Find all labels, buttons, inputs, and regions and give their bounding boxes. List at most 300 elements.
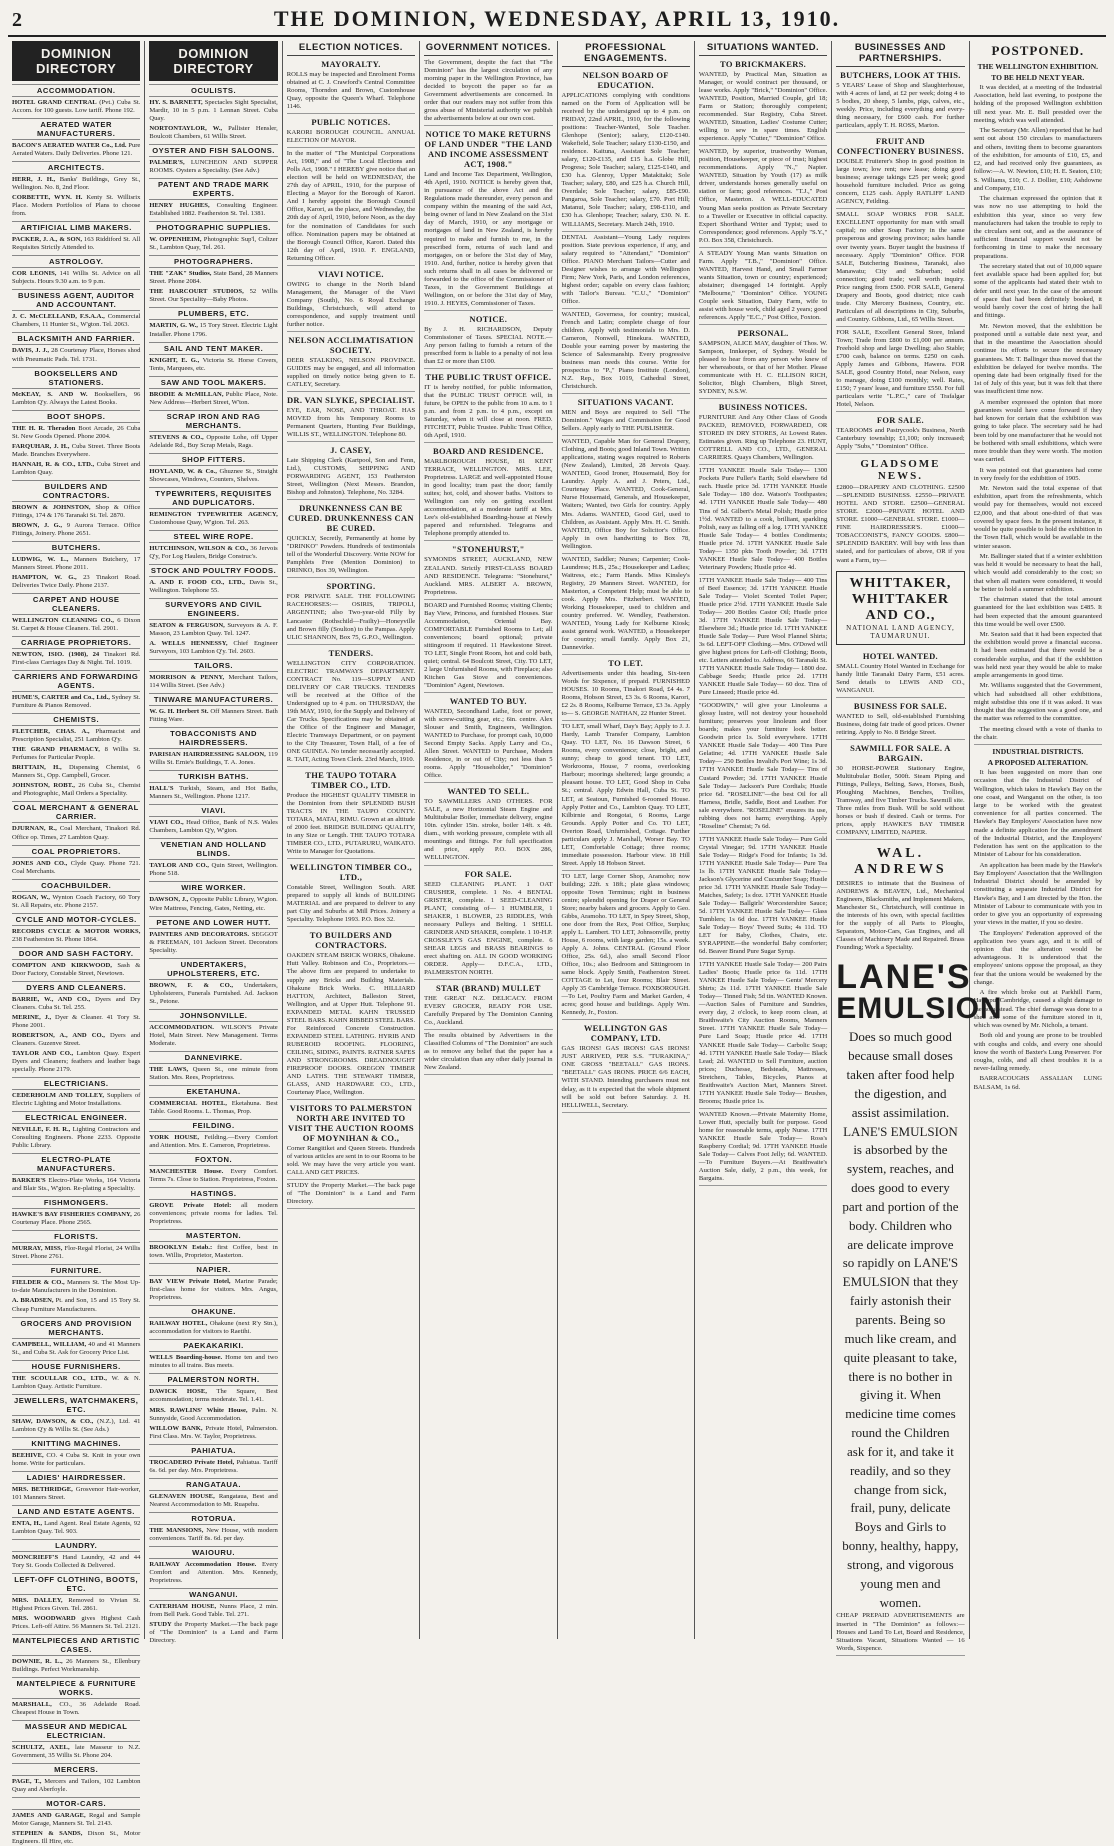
notice-text: WANTED, Saddler; Nurses; Carpenter; Cook-Laundress; H.B., 25s.; Housekeeper and Ladies; Waitress, etc.; Farm Hands. Miss Kinsley's Registry, 29 Manners Street. WANTED, for Masterton, a Competent Help; must be able to cook. Apply Mrs. Fitzherbert. WANTED, Working Housekeeper, used to children and country preferred. W. Wendley, Featherston. WANTED, Young Lady for Kelburne Kiosk; assist general work. WANTED, a Housekeeper for country; small family. Apply Box 21, Dannevirke. [561, 555, 690, 651]
listing-name: MRS. WOODWARD [12, 1615, 76, 1623]
directory-listing [149, 1459, 277, 1475]
directory-section-title: BUSINESS AGENT, AUDITOR AND ACCOUNTANT. [12, 289, 140, 311]
listing-text: Kenty St. Willisrix Place. Modern Portfolios of Plans to choose from. [12, 194, 141, 218]
directory-section-title: PAHIATUA. [149, 1444, 277, 1457]
notice-headline: "STONEHURST," [451, 544, 525, 555]
directory-header: DOMINION DIRECTORY [149, 41, 277, 81]
directory-listing [12, 860, 140, 876]
directory-section-title: DOOR AND SASH FACTORY. [12, 947, 140, 960]
directory-listing [12, 1520, 140, 1536]
listing-text: Pure Aerated Waters. Daily Deliveries. Phone 121. [12, 142, 141, 158]
notice-text: SMALL SOAP WORKS FOR SALE. EXCELLENT opportunity for man with small capital; no other Soap Factory in the same prosperous and growing province; sales handle over twenty years. Buyer taught the business if necessary. Apply "Dominion" Office. FOR SALE, Butchering Business, Taranaki, also Manawatu; City and Suburban; solid connection; good trade; well worth inquiry. Price ranging from £500. FOR SALE, General Drapery and Boots, good district; nice cash trade. City Mercery Business, Country, etc. Particulars of all descriptions in City, Suburbs, and Country. Gibbons, Ltd., 65 Willis Street. [836, 211, 965, 323]
notice-text: 17TH YANKEE Hustle Sale Today— 1300 Pockets Pure Fuller's Earth; Sold elsewhere 6d each. Hustle price 3d. 17TH YANKEE Hustle Sale Today— 180 doz. Watson's Toothpastes; 4d. 17TH YANKEE Hustle Sale Today— 480 Tins of 5d. Gilbert's Metal Polish; Hustle price 1½d. WANTED to a cook, brilliant, sparkling Polish, easy as falling off a log. 17TH YANKEE Hustle Sale Today— 4 bottles Condiments; Hustle price 7d. 17TH YANKEE Hustle Sale Today— 1350 pkts Tooth Powder; 3d. 17TH YANKEE Hustle Sale Today— 400 Bottles Veterinary Powders; Hustle price 4d. [698, 467, 828, 571]
news-paragraph: The chairman expressed the opinion that it was now no use attempting to hold the exhibition this year, since so very few manufacturers had taken the trouble to reply to the circulars sent out, and as the assurance of sufficient financial support would not be forthcoming in time to make the necessary preparations. [973, 195, 1102, 260]
listing-text: Opposite Public Library, W'gton. Wire Mattress, Fencing, Gates, Netting, etc. [149, 896, 278, 912]
listing-text: Commercial Chambers, 11 Hunter St., W'gton. Tel. 2063. [12, 313, 141, 329]
listing-text: Customhouse Quay, W'gton. Tel. 263. [149, 518, 250, 526]
listing-name: BAY VIEW Private Hotel, [149, 1278, 231, 1286]
directory-section-title: COAL PROPRIETORS. [12, 845, 140, 858]
directory-section-title: MANTELPIECE & FURNITURE WORKS. [12, 1677, 140, 1699]
listing-text: Clyde Quay. Phone 721. Coal Merchants. [12, 859, 141, 875]
directory-listing [12, 1452, 140, 1468]
directory-listing [12, 1177, 140, 1193]
notice-text: WANTED, by Practical Man, Situation as Manager, or would contract per thousand, or lease works. Apply "Brick," "Dominion" Office. WANTED, Position, Married Couple, girl 18; Farm or Station; thoroughly competent; recommended. Star Registry, Cuba Street. WANTED, Situation, Ladies' Costume Cutter; willing to sew in spare times. English experience. Apply "Cutter," "Dominion" Office. [698, 71, 828, 143]
wal-andrews-heading: WAL. ANDREWS [854, 846, 947, 878]
directory-section-title: MOTOR-CARS. [12, 1797, 140, 1810]
directory-listing [149, 931, 277, 955]
listing-text: gives Highest Cash Prices. Left-off Attire. 56 Manners St. Tel. 2121. [12, 1615, 141, 1631]
page-number: 2 [12, 9, 22, 31]
notice-headline: PERSONAL. [737, 327, 789, 338]
notice-divider [699, 1108, 827, 1109]
listing-name: DOWNIE, R. L., [12, 1658, 63, 1666]
column-news [970, 41, 1106, 1639]
notice-text: WANTED Known.—Private Maternity Home, Lower Hutt, specially built for purpose. Good home for reasonable terms, apply Nurse. 17TH YANKEE Hustle Sale Today— Ross's Raspberry Cordial; 9d. 17TH YANKEE Hustle Sale Today— Calves Foot Jelly; 6d. WANTED.—To Furniture Buyers.—At Braithwaite's Auction Sale, daily, 2 p.m., this week, for Bargains. [698, 1110, 828, 1182]
directory-listing [12, 504, 140, 520]
directory-section-title: BOOT SHOPS. [12, 410, 140, 423]
notice-headline: NOTICE TO MAKE RETURNS OF LAND UNDER "THE LAND AND INCOME ASSESSMENT ACT, 1908." [424, 129, 553, 170]
listing-name: NEVILLE, F. H. R., [12, 1126, 71, 1134]
directory-listing [149, 322, 277, 338]
notice-text: SMALL Country Hotel Wanted in Exchange for handy little Taranaki Dairy Farm, £51 acres. Send details to LEWIS AND CO., WANGANUI. [836, 662, 965, 694]
notice-text: WELLINGTON CITY CORPORATION. ELECTRIC TRAMWAYS DEPARTMENT. CONTRACT No. 119—SUPPLY AND DELIVERY OF CAR TRUCKS. TENDERS will be received at the Office of the Undersigned up to 4 p.m. on THURSDAY, the 19th MAY, 1910, for the Supply and Delivery of Car Trucks. Specifications may be obtained at the Office of the Engineer and Manager, Electric Tramways Department, or on payment to the City Treasurer, Town Hall, of a fee of ONE GUINEA. No tender necessarily accepted. R. TAIT, Acting Town Clerk. 23rd March, 1910. [286, 659, 416, 763]
news-kicker: POSTPONED. [991, 43, 1085, 58]
news-paragraph: Mr. Newton moved, that the exhibition be postponed until a suitable date next year, and that in the meantime the Association should continue its efforts to secure the necessary guarantees. Mr. T. Ballinger thus moved that the exhibition be delayed for twelve months. The opening date had been originally fixed for the 1st of July of this year, but it was felt that there was insufficient time now. [973, 322, 1102, 396]
listing-text: Feilding.—Every Comfort and Attention. Mrs. E. Cameron, Proprietress. [149, 1133, 278, 1149]
directory-section-title: ASTROLOGY. [12, 255, 140, 268]
directory-listing [12, 347, 140, 363]
listing-text: 26 Courtenay Place. Phone 2565. [12, 1211, 141, 1227]
listing-text: Manners St. The Most Up-to-date Manufacturers in the Dominion. [12, 1279, 141, 1295]
notice-text: Late Shipping Clerk (Kartpool, Son and Fenn, Ltd.), CUSTOMS, SHIPPING AND FORWARDING AGENT, 153 Featherston Street, Wellington (Next Messrs. Brandon, Bishop and Johnston). Telephone, No. 3284. [286, 457, 416, 497]
notice-headline: SITUATIONS VACANT. [577, 397, 674, 408]
listing-name: HAMPTON, W. G., [12, 573, 77, 581]
listing-name: DAWSON, J., [149, 896, 189, 904]
listing-text: 141 Willis St. Advice on all Subjects. Hours 9.30 a.m. to 9 p.m. [12, 270, 141, 286]
listing-text: Every Comfort and Attention. Mrs. Kennedy, Proprietress. [149, 1560, 278, 1584]
notice-text: MEN and Boys are required to Sell "The Dominion." Wages and Commission for Good Sellers. Apply early to THE PUBLISHER. [561, 409, 690, 433]
directory-listing [149, 1278, 277, 1302]
directory-listing [12, 1050, 140, 1074]
listing-text: Dyers and Cleaners. Guzenve Street. [12, 1031, 141, 1047]
directory-listing [149, 819, 277, 835]
listing-name: RAILWAY HOTEL, [149, 1320, 208, 1328]
listing-name: DAWICK HOSE, [149, 1388, 207, 1396]
directory-section-title: NAPIER. [149, 1263, 277, 1276]
directory-section-title: CARRIAGE PROPRIETORS. [12, 636, 140, 649]
directory-section-title: LEFT-OFF CLOTHING, BOOTS, ETC. [12, 1573, 140, 1595]
news-paragraph: BARRACOUGHS ASSALIAN LUNG BALSAM, 1s 6d. [973, 1075, 1102, 1091]
notice-headline: SPORTING. [326, 581, 376, 592]
listing-name: MONCRIEFF'S [12, 1553, 59, 1561]
listing-text: 26 Manners St., Ellenbury Buildings. Perfect Workmanship. [12, 1658, 141, 1674]
notice-headline: BUSINESS NOTICES. [718, 402, 808, 413]
notice-divider [699, 833, 827, 834]
notice-headline: FOR SALE. [876, 415, 924, 426]
notice-divider [424, 310, 552, 311]
listing-name: PARISIAN HAIRDRESSING SALOON, [149, 751, 266, 759]
notice-headline: TO BRICKMAKERS. [720, 59, 807, 69]
listing-name: SCHULTZ, AXEL, [12, 1744, 70, 1752]
listing-name: BROOKLYN Estab.: [149, 1244, 213, 1252]
directory-section-title: HOUSE FURNISHERS. [12, 1360, 140, 1373]
listing-text: Ohakune (next R'y Stn.), accommodation for visitors to Raetihi. [149, 1320, 278, 1336]
directory-listing [12, 1830, 140, 1846]
listing-name: CORBETTE, WYN. H. [12, 194, 83, 202]
notice-text: TO LET, large Corner Shop, Aramoho; now building; 22ft. x 18ft.; plate glass windows; opposite Town Terminus; right in business centre; splendid opening for Draper or General Store; nearby bakers and grocers. Apply to Geo. Gibbs, Aramoho. TO LET, in Spey Street, Shop, one door from the Rex, Post Office, Surplus; apply L. Lambert. TO LET, Johnsonville, pretty House, 6 rooms, with large garden; 15s. a week. Apply A. Johns. CENTRAL (Ground Floor Office, 25s. 6d.), also small Second Floor Office, 10s.; also Bedroom and Sittingroom in same block. Apply Smith, Featherston Street. COTTAGE to Let, four Rooms; Blair Street. Apply 35 Cambridge Terrace. FOXBOROUGH.—To Let, Poultry Farm and Market Garden, 4 acres; good house and buildings. Apply Wm. Kennedy, Jr., Foxton. [561, 872, 690, 1017]
listing-text: Pt. and Son, 15 and 15 Tory St. Cheap Furniture Manufacturers. [12, 1297, 141, 1313]
notice-text: QUICKLY, Secretly, Permanently at home by "DRINKO" Powders. Hundreds of testimonials tell of the Wonderful Discovery. Write NOW for Pamphlets Free (Mention Dominion) to DRINKO, Box 39, Wellington. [286, 535, 416, 575]
notice-headline: J. CASEY, [330, 445, 372, 456]
listing-name: MARTIN, G. W., [149, 322, 198, 330]
directory-section-title: SURVEYORS AND CIVIL ENGINEERS. [149, 598, 277, 620]
listing-name: BARRIE, W., AND CO., [12, 995, 91, 1003]
notice-text: ROLLS may be inspected and Enrolment Forms obtained at C. J. Crawford's Central Committee Rooms, Thorndon and Brown, Customhouse Quay, opposite the Queen's Wharf. Telephone 1146. [286, 71, 416, 111]
directory-section-title: MASTERTON. [149, 1229, 277, 1242]
notice-text: FOR PRIVATE SALE. THE FOLLOWING RACEHORSES:— OSIRIS, TRIPOLI, ARGENTINE; also Two-year-old Filly by Lancaster (Rothschild—Frailty)—Honeyville and Brown filly (Soulton) to the Pampas. Apply ULIC SHANNON, Box 75, G.P.O., Wellington. [286, 593, 416, 641]
directory-listing [12, 391, 140, 407]
listing-name: THE LAWS, [149, 1065, 189, 1073]
listing-name: J. C. McCLELLAND, F.S.A.A., [12, 313, 105, 321]
notice-text: TO LET, small Wharf, Day's Bay; Apply to J. J. Hardy, Lamb Transfer Company, Lambton Quay. TO LET, No. 16 Dawson Street, 6 Rooms, every convenience; close, bright, and sunny; cheap to good tenant. TO LET, Workrooms, House, 7 rooms, overlooking Harbour; moorings sheltered; large grounds; a pleasant house. TO LET, Good Shop in Cuba St.; central. Apply Edwin Hall, Cuba St. TO LET, at Seatoun, Furnished 6-roomed House. Apply Potter and Co., Lambton Quay. TO LET, Kilbirnie and Rongotai, 6 Rooms, Large Grounds. Apply Potter and Co. TO LET, Overton Road, Unfurnished, Cottage. Further particulars apply J. Marshall, Worser Bay. TO LET, Comfortable Cottage; three rooms; immediate possession. Harbour view. 18 Hill Street. Apply 18 Hobson Street. [561, 723, 690, 867]
news-divider [974, 744, 1102, 745]
notice-headline: WELLINGTON TIMBER CO., LTD., [289, 862, 412, 883]
listing-text: 40 and 41 Manners St., and Cuba St. Ask for Grocery Price List. [12, 1340, 141, 1356]
listing-name: COMMERCIAL HOTEL, [149, 1099, 227, 1107]
notice-text: In the matter of "The Municipal Corporations Act, 1908," and of "The Local Elections and Polls Act, 1908." I HEREBY give notice that an election will be held on WEDNESDAY, the 27th day of APRIL, 1910, for the purpose of Electing a Mayor for the Borough of Karori. And I hereby appoint the Borough Council Office, Karori, as the place, and Wednesday, the 20th day of April, 1910, before Noon, as the day for the nomination of Candidates for such office. Nomination papers may be obtained at the Borough Council Office, Karori. Dated this 12th day of April, 1910. F. ENGLAND, Returning Officer. [286, 150, 416, 262]
listing-text: State Band, 28 Manners Street. Phone 2084. [149, 270, 278, 286]
listing-name: BRITTAIN, H., [12, 764, 62, 772]
news-paragraph: Mr. Seaton said that it had been expected that the exhibition would prove a financial success. It had been estimated that there would be a considerable surplus, and that if the exhibition was held next year they would be able to make ample arrangements in good time. [973, 631, 1102, 680]
notice-headline: DR. VAN SLYKE, SPECIALIST. [286, 394, 415, 405]
listing-text: Public Place, Note. New Address—Herbert Street, W'ton. [149, 390, 278, 406]
notice-divider [699, 324, 827, 325]
directory-section-title: ELECTRO-PLATE MANUFACTURERS. [12, 1153, 140, 1175]
directory-section-title: EKETAHUNA. [149, 1085, 277, 1098]
listing-name: HOYLAND, W. & Co., [149, 467, 217, 475]
listing-text: Photographic Sup'l, Coltzer St., Lambton Quay, Tel. 261. [149, 236, 278, 252]
listing-name: THE HARCOURT STUDIOS, [149, 288, 244, 296]
directory-listing [149, 1603, 277, 1619]
news-paragraph: Both old and young are prone to be troubled with coughs and colds, and every one should know the worth of Baxter's Lung Preserver. For coughs, colds, and all chest troubles it is a never-failing remedy. [973, 1032, 1102, 1073]
listing-text: LUNCHEON AND SUPPER ROOMS. Oysters a Speciality. (See Adv.) [149, 159, 278, 175]
notice-text: OWING to change in the North Island Management, the Manager of the Viavi Company (South), No. 6 Royal Exchange Buildings, Christchurch, will attend to correspondence, and supply treatment until further notice. [286, 280, 416, 328]
listing-name: REMINGTON TYPEWRITER AGENCY, [149, 510, 278, 518]
directory-listing [12, 1486, 140, 1502]
notice-text: "GOODWIN," will give your Linoleums a glossy lustre, will not destroy your household furniture; preserves your linoleum and floor boards; makes your furniture look better. Goodwin price 1s. Sold everywhere. 17TH YANKEE Hustle Sale Today— 400 Tins Pure Gelatine; 4d. 17TH YANKEE Hustle Sale Today— 250 Bottles Invalid's Port Wine; 1s 3d. 17TH YANKEE Hustle Sale Today— Tins of Custard Powder; 3d. 17TH YANKEE Hustle Sale Today— Jackson's Pure Cordials; Hustle price 6d. "ROSELINE"—the best Oil for all Harness, Bridle, Saddle, Boot and Leather. For sale everywhere. "ROSELINE" ensures its use, rubbing does not harm; everything. Apply "Roseline" Chemist; 7s 6d. [698, 702, 828, 830]
directory-listing [149, 202, 277, 218]
directory-listing [12, 962, 140, 978]
listing-name: HUME'S, CARTER and Co., Ltd., [12, 694, 110, 702]
listing-text: Undertakers, Upholsterers, Funerals Furnished. Ad. Jackson St., Petone. [149, 981, 278, 1005]
listing-name: ROBERTSON, A., AND CO., [12, 1031, 105, 1039]
directory-section-title: ROTORUA. [149, 1512, 277, 1525]
directory-section-title: VENETIAN AND HOLLAND BLINDS. [149, 838, 277, 860]
listing-text: Booksellers, 96 Lambton Q'y. Always the Latest Books. [12, 390, 141, 406]
listing-name: FARQUHAR, J. H., [12, 442, 70, 450]
notice-divider [287, 331, 415, 332]
directory-section-title: TOBACCONISTS AND HAIRDRESSERS. [149, 727, 277, 749]
directory-listing [12, 651, 140, 667]
listing-name: STEPHEN & SANDS, [12, 1830, 83, 1838]
directory-section-title: PHOTOGRAPHIC SUPPLIES. [149, 221, 277, 234]
directory-listing [12, 1812, 140, 1828]
news-paragraph: A member expressed the opinion that more guarantees would have come forward if they had known for certain that the exhibition was going to take place. The secretary said he had been told by one manufacturer that he would not be bothered with small exhibitions, which were more trouble than they were worth. The motion was carried. [973, 398, 1102, 464]
listing-name: STUDY [149, 1620, 172, 1628]
directory-listing [149, 511, 277, 527]
directory-section-title: LAND AND ESTATE AGENTS. [12, 1505, 140, 1518]
notice-headline: PUBLIC NOTICES. [311, 117, 391, 128]
directory-section-title: LADIES' HAIRDRESSER. [12, 1471, 140, 1484]
listing-name: ENTA, H., [12, 1519, 43, 1527]
notice-headline: NELSON ACCLIMATISATION SOCIETY. [288, 334, 414, 355]
notice-divider [699, 464, 827, 465]
listing-text: Every Comfort. Terms 7s. Close to Station. Proprietress, Foxton. [149, 1168, 278, 1184]
listing-name: BRODIE & McMILLAN, [149, 390, 224, 398]
listing-text: Dyer & Cleaner. 41 Tory St. Phone 2001. [12, 1013, 141, 1029]
directory-section-title: OYSTER AND FISH SALOONS. [149, 144, 277, 157]
listing-text: the Property Market.—The back page of "The Dominion" is a Land and Farm Directory. [149, 1620, 278, 1645]
listing-name: WELLINGTON CLEANING CO., [12, 617, 114, 625]
directory-listing [149, 270, 277, 286]
news-paragraph: It was decided, at a meeting of the Industrial Association, held last evening, to postpone the holding of the proposed Wellington exhibition till next year. Mr. E. Bull presided over the meeting, which was well attended. [973, 84, 1102, 124]
notice-text: 17TH YANKEE Hustle Sale Today— Pure Gold Crystal Vinegar; 9d. 17TH YANKEE Hustle Sale Today— Ridge's Food for Infants; 1s 3d. 17TH YANKEE Hustle Sale Today— Pure Tea 1s lb. 17TH YANKEE Hustle Sale Today— Jackson's Glycerine and Cucumber Soap; Hustle price 3d. 17TH YANKEE Hustle Sale Today— Matches, Safety; 1s doz. 17TH YANKEE Hustle Sale Today— Ballgirls' Worcestershire Sauce; 5d. 17TH YANKEE Hustle Sale Today— Glass Tumblers; 1s 6d doz. 17TH YANKEE Hustle Sale Today— Boys' Tweed Suits; 4s 11d. TO LET for Baby, Clothes, Chairs, etc. SYRAPPINE—the wonderful Baby comforter; 6d. Beaver Brand Pure Sugar Syrup. [698, 835, 828, 956]
notice-text: 17TH YANKEE Hustle Sale Today— 400 Tins of Beef Essence; 3d. 17TH YANKEE Hustle Sale Today— Violet Scented Toilet Paper; Hustle price 2½d. 17TH YANKEE Hustle Sale Today— 200 Bottles Castor Oil; Hustle price 3d. 17TH YANKEE Hustle Sale Today— Elsewhere 3d.; Hustle price 1d. 17TH YANKEE Hustle Sale Today— Pure Wool Flannel Shirts; 3s 6d. LEFT-OFF Clothing.—Mrs. O'Dowd will give highest prices for Left-off Clothing; Boots, etc. Letters attended to. Address, 66 Taranaki St. 17TH YANKEE Hustle Sale Today— 1800 doz. Cabbage Seeds; Hustle price 2d. 17TH YANKEE Hustle Sale Today— 60 doz. Tins of Pure Linseed; Hustle price 4d. [698, 576, 828, 697]
listing-text: Private Hotel, Palmerston. First Class. Mrs. W. Taylor, Proprietress. [149, 1424, 278, 1440]
listing-name: COMPTON AND KIRKWOOD, [12, 961, 112, 969]
listing-name: THE SCOULLAR CO., LTD., [12, 1374, 107, 1382]
notice-headline: WELLINGTON GAS COMPANY, LTD. [583, 1023, 668, 1044]
listing-text: Regal and Sample Motor Garage, Manners St. Tel. 2143. [12, 1812, 141, 1828]
news-paragraph: The Secretary (Mr. Allen) reported that he had sent out about 150 circulars to manufacturers and others, inviting them to become guarantors of the exhibition, for amounts of £10, £5, and £2, and had received only five guarantees, as follow:—A. W. Newton, £10; H. E. Seaton, £10; S. Williams, £10; C. J. Dollier, £10; Ashdowne and Company, £10. [973, 127, 1103, 192]
notice-divider [699, 699, 827, 700]
notice-divider [562, 393, 690, 394]
notice-headline: TO LET. [608, 658, 644, 669]
directory-listing [12, 996, 140, 1012]
listing-text: Electro-Plate Works, 164 Victoria and Blair Sts., W'gton. Re-plating a Speciality. [12, 1177, 141, 1193]
listing-text: Spectacles Sight Specialist, Mardir, 10 in 5 p.m. 1 Lennan Street. Cuba Quay. [149, 99, 278, 123]
listing-name: CEDERHOLM AND TOLLEY, [12, 1092, 105, 1100]
directory-section-title: JEWELLERS, WATCHMAKERS, ETC. [13, 1395, 139, 1414]
listing-name: MRS. DALLEY, [12, 1596, 63, 1604]
notice-divider [287, 858, 415, 859]
directory-listing [12, 142, 140, 158]
notice-text: CHEAP PREPAID ADVERTISEMENTS are inserted in "The Dominion" as follows:— Houses and Land To Let, Board and Residence, Situations Vacant, Situations Wanted — 16 Words, Sixpence. [836, 1612, 965, 1652]
listing-text: 36 Jervois Q'y, For Log Haulers, Bridge Construc's. [149, 544, 278, 560]
notice-divider [287, 926, 415, 927]
listing-text: Wynton Coach Factory, 60 Tory St. All Repairs, etc. Phone 2157. [12, 893, 141, 909]
listing-name: ROGAN, W., [12, 893, 50, 901]
listing-text: Queen St., one minute from Station. Mrs. Rees, Proprietress. [149, 1065, 278, 1081]
listing-text: Head Office, Bank of N.S. Wales Chambers, Lambton Q'y, W'gton. [149, 819, 278, 835]
directory-section-title: BUILDERS AND CONTRACTORS. [12, 480, 140, 502]
lanes-emulsion-copy: Does so much good because small doses taken after food help the digestion, and assist assimilation. LANE'S EMULSION is absorbed by the system, reaches, and does good to every part and portion of the body. Children who are delicate improve so rapidly on LANE'S EMULSION that they fairly astonish their parents. Being so much like cream, and quite pleasant to take, there is no bother in giving it. When medicine time comes round the Children ask for it, and take it readily, and so they change from sick, frail, puny, delicate Boys and Girls to bonny, healthy, happy, strong, and vigorous young men and women. [842, 1029, 959, 1610]
directory-section-title: RANGATAUA. [149, 1478, 277, 1491]
directory-listing [12, 522, 140, 538]
listing-name: CATERHAM HOUSE, [149, 1602, 217, 1610]
column-header: ELECTION NOTICES. [287, 41, 415, 56]
whittaker-name: WHITTAKER, WHITTAKER AND CO., [849, 575, 952, 623]
directory-section-title: BOOKSELLERS AND STATIONERS. [12, 367, 140, 389]
notice-text: DENTAL Assistant—Young Lady requires position. State previous experience, if any, and salary required to "Attendant," "Dominion" Office. PIANO Merchant Tailors—Cutter and Designer wishes to arrange with Wellington Firm; New York, Paris, and London references, highest order; capable on every class fashion; with Tailor's Bureau. "C.U.," "Dominion" Office. [561, 233, 690, 305]
notice-text: WANTED, Capable Man for General Drapery, Clothing, and Boots; good Inland Town. Written applications, stating wages required to Roberts (New Zealand), Limited, 28 Jervois Quay. WANTED, Good Ironer, Housemaid, Boy for Laundry. Apply A. and J. Peters, Ltd., Courtenay Place. WANTED, Cook-General, Nurse Housemaid, Generals, and Housekeeper, Waiters; Wanted, two Girls for country. Apply Mrs. Adams. WANTED, Good Girl, used to Children, as Assistant. Apply Mrs. H. C. Smith. WANTED, Office Boy for Solicitor's Office. Apply in own handwriting to Box 78, Wellington. [561, 438, 690, 550]
news-section-subtitle: A PROPOSED ALTERATION. [987, 758, 1088, 768]
directory-section-title: WAIOURU. [149, 1546, 277, 1559]
directory-listing [149, 1388, 277, 1404]
notice-headline: TO BUILDERS AND CONTRACTORS. [309, 930, 393, 951]
gladsome-heading: GLADSOME NEWS. [860, 458, 941, 483]
directory-listing [149, 622, 277, 638]
notice-divider [287, 1208, 415, 1209]
notice-text: A STEADY Young Man wants Situation on Farm. Apply "T.B.," "Dominion" Office. WANTED, Harvest Hand, and Small Farmer wants Situation, town or country; experienced; abstainer; disengaged 14 fortnight. Apply "Melbourne," "Dominion" Office. YOUNG Couple seek Situation, Dairy Farm, wife to assist with house work, child aged 2 years; good references. Apply "E.C.," Post Office, Foxton. [698, 249, 828, 321]
notice-divider [424, 599, 552, 600]
notice-divider [424, 865, 552, 866]
notice-divider [287, 265, 415, 266]
directory-listing [12, 99, 140, 115]
directory-section-title: MANTELPIECES AND ARTISTIC CASES. [12, 1636, 140, 1655]
listing-text: 8 Willis St. Perfumes for Particular People. [12, 746, 141, 762]
notice-divider [836, 1655, 964, 1656]
directory-listing [149, 579, 277, 595]
listing-name: STEVENS & CO., [149, 433, 204, 441]
directory-listing [149, 982, 277, 1006]
notice-headline: WANTED TO BUY. [449, 695, 527, 706]
column-header: PROFESSIONAL ENGAGEMENTS. [562, 41, 690, 67]
directory-section-title: KNITTING MACHINES. [12, 1437, 140, 1450]
directory-listing [12, 313, 140, 329]
directory-section-title: DYERS AND CLEANERS. [12, 981, 140, 994]
listing-text: W. & N. Lambton Quay. Artistic Furniture. [12, 1374, 141, 1390]
directory-listing [12, 461, 140, 477]
directory-section-title: COACHBUILDER. [12, 879, 140, 892]
news-paragraph: The chairman stated that the total amount guaranteed for the last exhibition was £485. It had been expected that the amount guaranteed this time would be well over £500. [973, 596, 1102, 628]
listing-text: Turkish, Steam, and Hot Baths, Manners St., Wellington. Phone 1217. [149, 785, 278, 801]
directory-listing [12, 1615, 140, 1631]
directory-section-title: OHAKUNE. [149, 1305, 277, 1318]
listing-text: all modern conveniences; private rooms for ladies. Tel. Proprietress. [149, 1202, 278, 1226]
directory-section-title: MERCERS. [12, 1763, 140, 1776]
directory-listing [12, 574, 140, 590]
directory-listing [149, 1100, 277, 1116]
listing-name: TAYLOR AND CO., [149, 862, 209, 870]
notice-divider [836, 411, 964, 412]
directory-listing [12, 728, 140, 744]
listing-text: late Masseur to N.Z. Government, 35 Willis St. Phone 204. [12, 1744, 141, 1760]
directory-listing [149, 1407, 277, 1423]
directory-listing [12, 1744, 140, 1760]
listing-name: THE GRAND PHARMACY, [12, 746, 100, 754]
directory-listing [12, 194, 140, 218]
masthead [8, 6, 1106, 37]
notice-divider [562, 720, 690, 721]
directory-section-title: CYCLE AND MOTOR-CYCLES. [12, 913, 140, 926]
directory-section-title: ARCHITECTS. [12, 161, 140, 174]
directory-section-title: BLACKSMITH AND FARRIER. [12, 332, 140, 345]
listing-text: 52 Willis Street. Our Speciality—Baby Photos. [149, 288, 278, 304]
directory-listing [12, 782, 140, 798]
directory-listing [149, 1066, 277, 1082]
listing-name: THE H. R. Theradon [12, 424, 76, 432]
newspaper-title: THE DOMINION, WEDNESDAY, APRIL 13, 1910. [273, 6, 841, 31]
listing-name: MARSHALL, [12, 1701, 52, 1709]
listing-name: YORK HOUSE, [149, 1133, 200, 1141]
notice-headline: HOTEL WANTED. [862, 650, 938, 661]
listing-text: 28 Courtenay Place, Horses shod with Pneumatic Pads. Tel. 1731. [12, 347, 141, 363]
notice-text: DEER STALKING, NELSON PROVINCE. GUIDES may be engaged, and all information supplied on timely notice being given to E. CATLEY, Secretary. [286, 356, 416, 388]
listing-name: BACON'S AERATED WATER Co., Ltd. [12, 142, 127, 150]
notice-text: 17TH YANKEE Hustle Sale Today— 200 Pairs Ladies' Boots; Hustle price 6s 11d. 17TH YANKEE Hustle Sale Today— Gents' Mercery Shirts; 2s 11d. 17TH YANKEE Hustle Sale Today— Tinned Fish; 5d tin. WANTED Known.—Auction Sales of Furniture and Sundries, every day, 2 o'clock, to keep room clean, at Braithwaite's City Auction Rooms, Manners Street. 17TH YANKEE Hustle Sale Today— Pure Lard Soap; Hustle price 4d. 17TH YANKEE Hustle Sale Today— Carbolic Soap; 4d. 17TH YANKEE Hustle Sale Today— Black Lead; 2d. WANTED to Sell Furniture, auction prices; Duchesse, Bedsteads, Mattresses, Stretchers, Tables, Bicycles, Pianos at Braithwaite's Auction Mart, Manners Street. 17TH YANKEE Hustle Sale Today— Brushes, Brooms; Hustle price 1s. [698, 961, 828, 1105]
listing-text: The Square, Best accommodation; terms moderate. Tel. 1.41. [149, 1388, 278, 1404]
listing-text: Consulting Engineer. Established 1882. Featherston St. Tel. 1381. [149, 202, 278, 218]
listing-text: Pallister Hensler, Boulcott Chambers, 61 Willis Street. [149, 125, 278, 141]
notice-text: BOARD and Furnished Rooms; visiting Clients; Bay View, Princess, and furnished Houses. Star Accommodation, Oriental Bay. COMFORTABLE Furnished Rooms to Let; all conveniences; board optional; private sittingroom if required. 11 Hawkestone Street. TO LET, Single Front Room, hot and cold bath, quiet; central. 64 Boulcott Street, City. TO LET, 2 large Unfurnished Rooms, with Fireplace; also Kitchen Gas Stove and conveniences. "Dominion" Agent, Newtown. [424, 601, 553, 689]
listing-text: Coal Merchant, Tinakori Rd. Office op. Times, 27 Lambton Quay. [12, 825, 141, 841]
directory-listing [12, 1597, 140, 1613]
column-directory-2 [145, 41, 282, 1645]
directory-listing [149, 751, 277, 767]
listing-text: first Coffee, best in town. Willis, Proprietor, Masterton. [149, 1244, 278, 1260]
listing-text: 23 Tinakori Road. Deliveries Twice Daily. Phone 2137. [12, 573, 141, 589]
notice-divider [424, 125, 552, 126]
directory-section-title: PLUMBERS, ETC. [149, 307, 277, 320]
listing-name: FIELDER & CO., [12, 1279, 65, 1287]
listing-text: Nunns Place, 2 min. from Bell Park. Good Table. Tel. 271. [149, 1602, 278, 1618]
directory-section-title: DANNEVIRKE. [149, 1051, 277, 1064]
directory-listing [149, 708, 277, 724]
notice-divider [287, 577, 415, 578]
listing-text: Off Manners Street. Bath Fitting Ware. [149, 708, 278, 724]
notice-headline: BUTCHERS, LOOK AT THIS. [840, 70, 961, 80]
listing-name: MORRISON & PENNY, [149, 674, 225, 682]
listing-text: Dispensing Chemist, 6 Manners St., Opp. Campbell, Grocer. [12, 764, 141, 780]
listing-text: Tinakori Rd. First-class Carriages Day & Night. Tel. 1019. [12, 651, 141, 667]
directory-section-title: FEILDING. [149, 1119, 277, 1132]
notice-divider [562, 654, 690, 655]
directory-section-title: FURNITURE. [12, 1264, 140, 1277]
notice-divider [836, 839, 964, 840]
listing-text: Land Agent. Real Estate Agents, 92 Lambton Quay. Tel. 903. [12, 1519, 141, 1535]
directory-section-title: GROCERS AND PROVISION MERCHANTS. [12, 1317, 140, 1339]
notice-text: OAKDEN STEAM BRICK WORKS, Ohakune. Hutt Valley. Robinson and Co., Proprietors.—The above firm are prepared to undertake to supply any Bricks and Building Materials. Ohakune Brick Works. C. HILLIARD HATTON, Architect, Balleston Street, Wellington, and at Upper Hutt. Telephone 91. EXPANDED METAL KAHN TRUSSED STEEL BARS. KAHN RIBBED STEEL BARS. For Reinforced Concrete Construction. EXPANDED STEEL LATHING. HYRIB AND RUBEROID ROOFING. FLOORING, CEILING, SIDING, PAINTS. RATNER SAFES AND STRONGROOMS. DREADNOUGHT FIREPROOF DOORS. OREGON TIMBER AND LATHS. THE STEWART TIMBER, GLASS, AND HARDWARE CO., LTD., Courtenay Place, Wellington. [286, 952, 416, 1096]
lanes-title-line: EMULSION [836, 992, 1003, 1026]
directory-listing [12, 236, 140, 252]
listing-name: TROCADERO Private Hotel, [149, 1458, 235, 1466]
listing-text: (N.Z.), Ltd. 41 Lambton Q'y & Willis St. (See Ads.) [12, 1417, 141, 1433]
directory-section-title: PAEKAKARIKI. [149, 1339, 277, 1352]
notice-divider [287, 391, 415, 392]
listing-text: 9 Aurora Terrace. Office Fittings, Joinery. Phone 2651. [12, 521, 141, 537]
notice-text: KARORI BOROUGH COUNCIL. ANNUAL ELECTION OF MAYOR. [286, 129, 416, 145]
listing-text: Palm. N. Sunnyside, Good Accommodation. [149, 1406, 278, 1422]
listing-name: MURRAY, MISS, [12, 1245, 63, 1253]
listing-text: Opposite Lohe, off Upper Adelaide Rd., Buy Scrap Metals, Rags. [149, 433, 278, 449]
listing-text: WILSON'S Private Hotel, Main Street. New Management. Terms Moderate. [149, 1023, 278, 1047]
listing-name: WELLS Boarding-house. [149, 1354, 223, 1362]
notice-text: SEED CLEANING PLANT. 1 OAT CRUSHER, complete. 1 No. 4 BENTAL GRISTER, complete. 1 SEED-CLEANING PLANT, consisting of— 1 HUMBLER, 1 SHAKER, 1 BLOWER, 23 RIDDLES, With necessary Pulleys and Belting. 1 SHELL GRINDER AND SHAKER, complete. 1 10-H.P. CROSSLEY'S GAS ENGINE, complete. 6 SHEAR LEGS and BRASS BEARINGS to erect shafting on. ALL IN GOOD WORKING ORDER. Apply— D.F.C.A., LTD., PALMERSTON NORTH. [424, 880, 553, 976]
notice-headline: DRUNKENNESS CAN BE CURED. DRUNKENNESS CAN BE CURED. [288, 503, 414, 534]
listing-text: Dyers and Dry Cleaners. Cuba St. Tel. 255. [12, 995, 141, 1011]
notice-text: FURNITURE And Any Other Class of Goods PACKED, REMOVED, FORWARDED, OR STORED IN DRY STORES, At Lowest Rates. Estimates given. Ring up Telephone 23. HUNT, COTTRELL AND CO., LTD., GENERAL CARRIERS. Quays Chambers, Wellington. [698, 414, 828, 462]
notice-divider [287, 113, 415, 114]
news-paragraph: An application has been made by the Hawke's Bay Employers' Association that the Wellington Industrial District should be amended by constituting a separate Industrial District for Hawke's Bay, and I am directed by the Hon. the Minister of Labour to communicate with you in order to give you an opportunity of expressing your views in the matter, if you so desire. [973, 861, 1102, 927]
listing-name: VIAVI CO., [149, 819, 184, 827]
directory-listing [149, 1134, 277, 1150]
listing-text: Boot Arcade, 26 Cuba St. New Goods Opened. Phone 2004. [12, 424, 141, 440]
notice-divider [836, 326, 964, 327]
directory-listing [149, 545, 277, 561]
listing-text: Surveyors & A. F. Masson, 23 Lambton Quay. Tel. 1247. [149, 621, 278, 637]
notice-divider [424, 442, 552, 443]
